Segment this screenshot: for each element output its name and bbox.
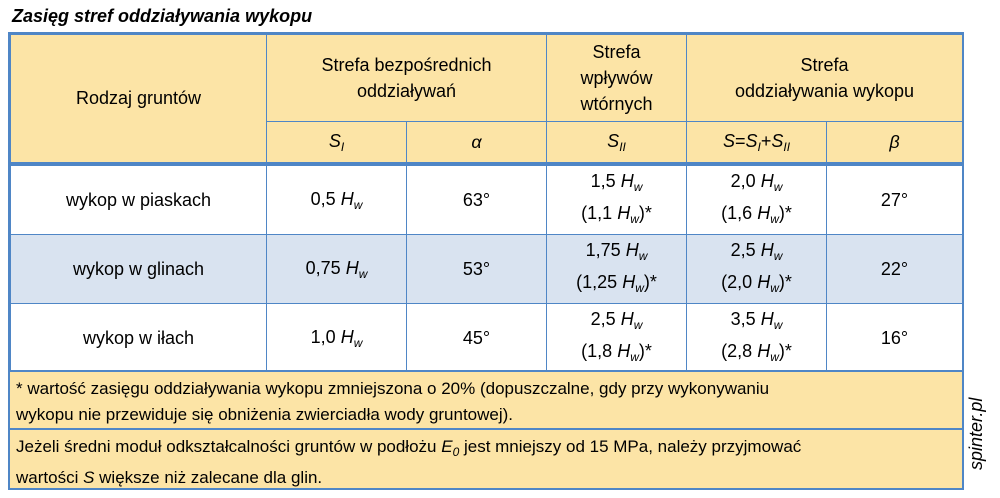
cell-s1: 0,75 $H_w$ — [267, 235, 407, 304]
header-row-1 — [11, 35, 963, 122]
brand-watermark: spinter.pl — [966, 397, 986, 470]
cell-soil: wykop w iłach — [11, 304, 267, 373]
cell-beta: 22° — [827, 235, 963, 304]
header-s1: $S_I$ — [267, 122, 407, 165]
table-title: Zasięg stref oddziaływania wykopu — [12, 6, 313, 26]
header-alpha: α — [407, 122, 547, 165]
footnote-modulus: Jeżeli średni moduł odkształcalności gruntów w podłożu $E_0$ jest mniejszy od 15 MPa, należy przyjmować wartości S większe niż zalecane dla glin. — [10, 428, 962, 488]
soil-zone-table — [10, 34, 963, 373]
cell-soil: wykop w glinach — [11, 235, 267, 304]
cell-alpha: 53° — [407, 235, 547, 304]
header-secondary-zone: Strefa wpływów wtórnych — [547, 35, 687, 122]
cell-beta: 16° — [827, 304, 963, 373]
header-s2: $S_{II}$ — [547, 122, 687, 165]
header-direct-zone: Strefa bezpośrednich oddziaływań — [267, 35, 547, 122]
cell-s1: 1,0 $H_w$ — [267, 304, 407, 373]
cell-s-total: 2,0 $H_w$ (1,6 $H_w)*$ — [687, 164, 827, 235]
cell-alpha: 63° — [407, 164, 547, 235]
cell-soil: wykop w piaskach — [11, 164, 267, 235]
cell-s2: 1,75 $H_w$ (1,25 $H_w)*$ — [547, 235, 687, 304]
table-row — [11, 304, 963, 373]
cell-s2: 2,5 $H_w$ (1,8 $H_w)*$ — [547, 304, 687, 373]
header-soil-type: Rodzaj gruntów — [11, 35, 267, 165]
header-s-total: $S=S_I+S_{II}$ — [687, 122, 827, 165]
cell-beta: 27° — [827, 164, 963, 235]
cell-s1: 0,5 $H_w$ — [267, 164, 407, 235]
footnote-reduction: * wartość zasięgu oddziaływania wykopu zmniejszona o 20% (dopuszczalne, gdy przy wykonywaniu wykopu nie przewiduje się obniżenia zwierciadła wody gruntowej). — [10, 370, 962, 428]
notes-section — [10, 370, 962, 488]
header-beta: β — [827, 122, 963, 165]
cell-s-total: 3,5 $H_w$ (2,8 $H_w)*$ — [687, 304, 827, 373]
header-total-zone: Strefa oddziaływania wykopu — [687, 35, 963, 122]
cell-alpha: 45° — [407, 304, 547, 373]
table-row — [11, 164, 963, 235]
cell-s-total: 2,5 $H_w$ (2,0 $H_w)*$ — [687, 235, 827, 304]
cell-s2: 1,5 $H_w$ (1,1 $H_w)*$ — [547, 164, 687, 235]
table-row — [11, 235, 963, 304]
